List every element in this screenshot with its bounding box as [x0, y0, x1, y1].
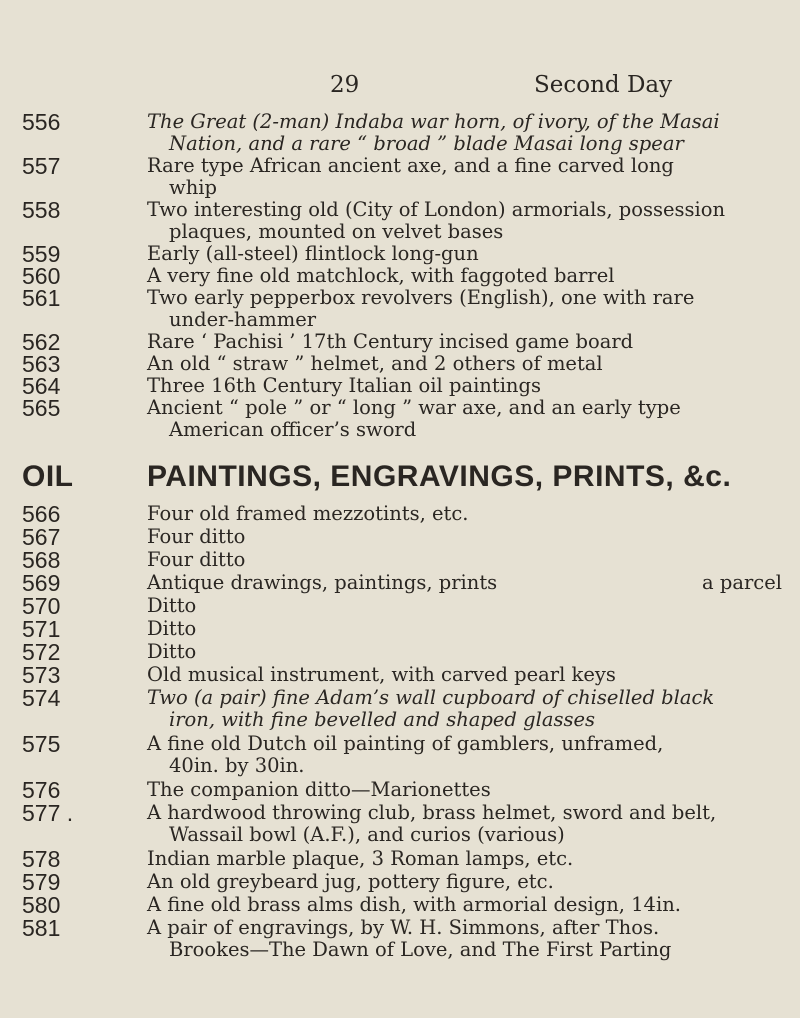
lot-number: 563 [22, 351, 61, 377]
lot-description: Ancient “ pole ” or “ long ” war axe, and an early type American officer’s sword [147, 396, 681, 441]
lot-description: Rare type African ancient axe, and a fine carved long whip [147, 154, 674, 199]
lot-description: Two (a pair) fine Adam’s wall cupboard of chiselled black iron, with fine bevelled and shaped glasses [147, 686, 715, 731]
lot-quantity: a parcel [702, 571, 782, 594]
lot-number: 558 [22, 197, 61, 223]
lot-number: 571 [22, 616, 61, 642]
lot-number: 578 [22, 846, 61, 872]
lot-number: 566 [22, 501, 61, 527]
lot-number: 562 [22, 329, 61, 355]
lot-description: A hardwood throwing club, brass helmet, sword and belt, Wassail bowl (A.F.), and curios (various) [147, 801, 717, 846]
lot-number: 575 [22, 731, 61, 757]
page-number: 29 [330, 72, 360, 98]
lot-number: 577 . [22, 800, 74, 826]
lot-number: 568 [22, 547, 61, 573]
lot-number: 569 [22, 570, 61, 596]
lot-description: A fine old brass alms dish, with armorial design, 14in. [147, 893, 681, 916]
lot-description: The Great (2-man) Indaba war horn, of ivory, of the Masai Nation, and a rare “ broad ” blade Masai long spear [147, 110, 720, 155]
lot-description: Three 16th Century Italian oil paintings [147, 374, 541, 397]
lot-number: 556 [22, 109, 61, 135]
lot-description: A very fine old matchlock, with faggoted barrel [147, 264, 615, 287]
lot-description: Rare ‘ Pachisi ’ 17th Century incised game board [147, 330, 634, 353]
lot-description: The companion ditto—Marionettes [147, 778, 491, 801]
lot-number: 576 [22, 777, 61, 803]
lot-description: Ditto [147, 617, 197, 640]
lot-description: An old “ straw ” helmet, and 2 others of metal [147, 352, 603, 375]
lot-number: 560 [22, 263, 61, 289]
lot-description: Early (all-steel) flintlock long-gun [147, 242, 479, 265]
lot-description: Two early pepperbox revolvers (English), one with rare under-hammer [147, 286, 695, 331]
day-heading: Second Day [534, 72, 673, 98]
lot-description: A pair of engravings, by W. H. Simmons, after Thos. Brookes—The Dawn of Love, and The First Parting [147, 916, 672, 961]
lot-number: 573 [22, 662, 61, 688]
lot-description: Ditto [147, 640, 197, 663]
lot-description: Ditto [147, 594, 197, 617]
lot-number: 574 [22, 685, 61, 711]
lot-number: 557 [22, 153, 61, 179]
lot-number: 567 [22, 524, 61, 550]
lot-description: Two interesting old (City of London) armorials, possession plaques, mounted on velvet bases [147, 198, 726, 243]
page-header [0, 72, 800, 102]
lot-number: 570 [22, 593, 61, 619]
lot-description: Four ditto [147, 525, 246, 548]
lot-number: 581 [22, 915, 61, 941]
lot-description: Indian marble plaque, 3 Roman lamps, etc. [147, 847, 574, 870]
lot-number: 564 [22, 373, 61, 399]
lot-number: 580 [22, 892, 61, 918]
lot-description: Four old framed mezzotints, etc. [147, 502, 469, 525]
lot-number: 565 [22, 395, 61, 421]
section-heading: OIL PAINTINGS, ENGRAVINGS, PRINTS, &c. [22, 460, 732, 493]
lot-description: A fine old Dutch oil painting of gamblers, unframed, 40in. by 30in. [147, 732, 664, 777]
lot-number: 579 [22, 869, 61, 895]
lot-description: Antique drawings, paintings, prints [147, 571, 498, 594]
lot-description: Old musical instrument, with carved pearl keys [147, 663, 616, 686]
lot-number: 559 [22, 241, 61, 267]
lot-number: 561 [22, 285, 61, 311]
lot-description: An old greybeard jug, pottery figure, etc. [147, 870, 554, 893]
lot-description: Four ditto [147, 548, 246, 571]
lot-number: 572 [22, 639, 61, 665]
